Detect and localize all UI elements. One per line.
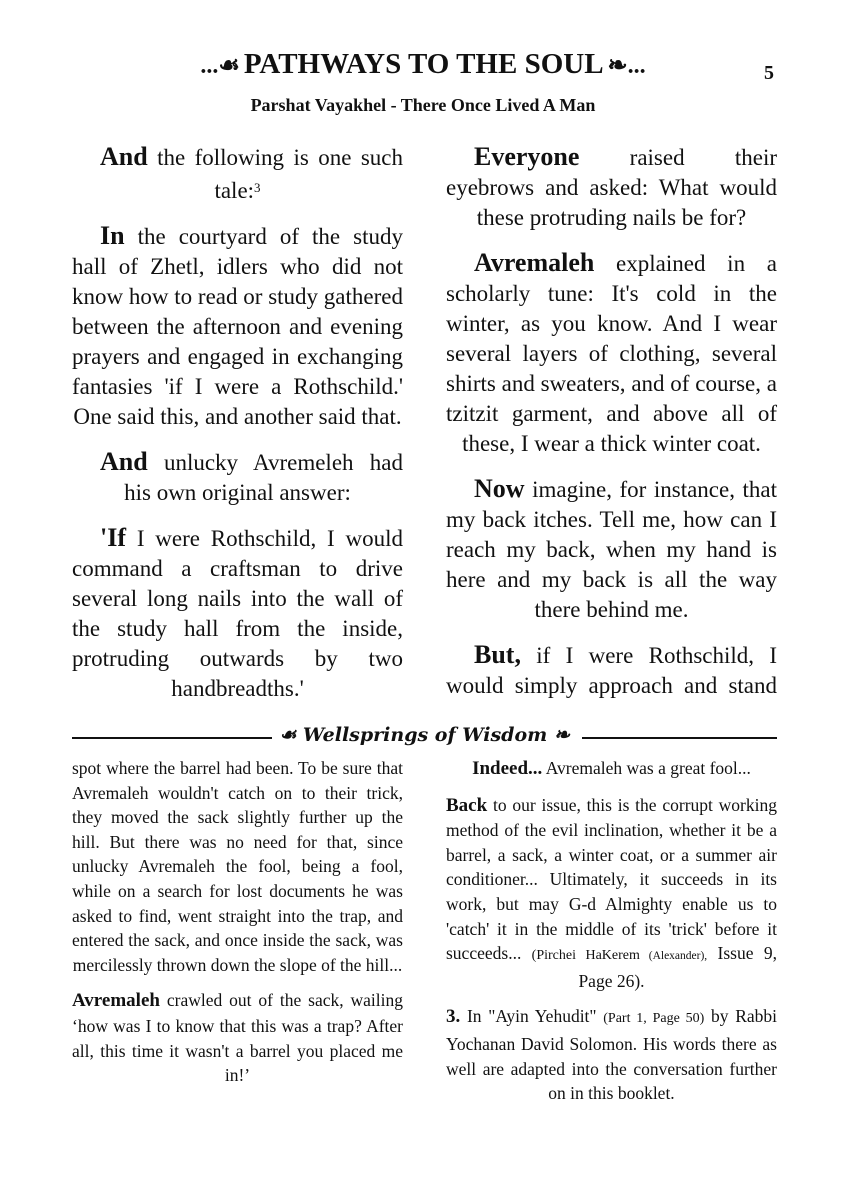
paragraph (72, 447, 403, 508)
page-number: 5 (764, 62, 774, 84)
paragraph (72, 523, 403, 704)
paragraph-text: unlucky Avremeleh had his own original answer: (124, 450, 403, 505)
lead-word: Now (474, 474, 525, 503)
lead-word: Avremaleh (72, 990, 160, 1012)
lead-word: Indeed... (472, 758, 543, 779)
paragraph (446, 142, 777, 233)
source-citation: (Part 1, Page 50) (603, 1011, 705, 1027)
lead-word: In (100, 221, 125, 250)
source-citation-tail: Issue 9, Page 26). (578, 943, 777, 991)
paragraph-text: explained in a scholarly tune: It's cold in the winter, as you know. And I wear several layers of clothing, several shirts and sweaters, and of course, a tzitzit garment, and above all of these, I wear a thick winter coat. (446, 251, 777, 456)
paragraph-text: the following is one such tale: (147, 145, 403, 203)
paragraph (72, 142, 403, 206)
lower-left-column (72, 756, 403, 1099)
ornament-left-icon: ...☙ (200, 53, 240, 79)
running-header (0, 48, 846, 81)
paragraph (446, 756, 777, 782)
paragraph (446, 793, 777, 994)
paragraph-text: imagine, for instance, that my back itches. Tell me, how can I reach my back, when my hand is here and my back is all the way there behind me. (446, 477, 777, 622)
paragraph-text: raised their eyebrows and asked: What would these protruding nails be for? (446, 145, 777, 230)
source-citation-sub: (Alexander), (639, 950, 708, 963)
upper-left-column (72, 142, 403, 719)
paragraph-text: I were Rothschild, I would command a craftsman to drive several long nails into the wall of the study hall from the inside, protruding outwards by two handbreadths.' (72, 526, 403, 701)
source-citation: (Pirchei HaKerem (531, 948, 640, 964)
section-divider (72, 724, 777, 752)
upper-right-column (446, 142, 777, 716)
section-title: ☙ Wellsprings of Wisdom ❧ (279, 724, 570, 746)
footnote (446, 1004, 777, 1105)
paragraph-text: if I were Rothschild, I would simply approach and stand (446, 643, 777, 698)
page-subtitle: Parshat Vayakhel - There Once Lived A Man (250, 95, 596, 115)
ornament-right-icon: ❧... (607, 53, 646, 79)
lead-word: 'If (100, 523, 126, 552)
paragraph-text: the courtyard of the study hall of Zhetl, idlers who did not know how to read or study gathered between the afternoon and evening prayers and engaged in exchanging fantasies 'if I were a Rothschild.' One said this, and another said that. (72, 224, 403, 429)
lead-word: Everyone (474, 142, 580, 171)
lead-word: Back (446, 794, 488, 816)
paragraph (446, 248, 777, 459)
lead-word: Avremaleh (474, 248, 595, 277)
paragraph (72, 988, 403, 1087)
paragraph-text: spot where the barrel had been. To be sure that Avremaleh wouldn't catch on to their trick, they moved the sack slightly further up the hill. But there was no need for that, since unlucky Avremaleh the fool, being a fool, while on a search for lost documents he was asked to find, went straight into the trap, and entered the sack, and once inside the sack, was mercilessly thrown down the slope of the hill... (72, 758, 403, 975)
paragraph-text: crawled out of the sack, wailing ‘how was I to know that this was a trap? After all, this time it wasn't a barrel you placed me in!’ (72, 990, 403, 1086)
lead-word: And (100, 447, 148, 476)
lead-word: But, (474, 640, 521, 669)
paragraph-text: Avremaleh was a great fool... (542, 758, 751, 778)
lead-word: And (100, 142, 148, 171)
paragraph (72, 221, 403, 432)
paragraph (446, 474, 777, 625)
paragraph-text: to our issue, this is the corrupt working method of the evil inclination, whether it be a barrel, a sack, a winter coat, or a summer air conditioner... Ultimately, it succeeds in its work, but may G-d Almighty enable us to 'catch' it in the middle of its 'trick' before it succeeds... (446, 794, 777, 964)
footnote-text-tail: by Rabbi Yochanan David Solomon. His words there as well are adapted into the conversation further on in this booklet. (446, 1006, 777, 1104)
footnote-number: 3. (446, 1006, 461, 1028)
booklet-title: PATHWAYS TO THE SOUL (243, 48, 604, 80)
lower-right-column (446, 756, 777, 1117)
footnote-text: In "Ayin Yehudit" (460, 1006, 604, 1027)
paragraph (446, 640, 777, 701)
paragraph (72, 756, 403, 977)
footnote-ref[interactable]: 3 (254, 180, 261, 195)
